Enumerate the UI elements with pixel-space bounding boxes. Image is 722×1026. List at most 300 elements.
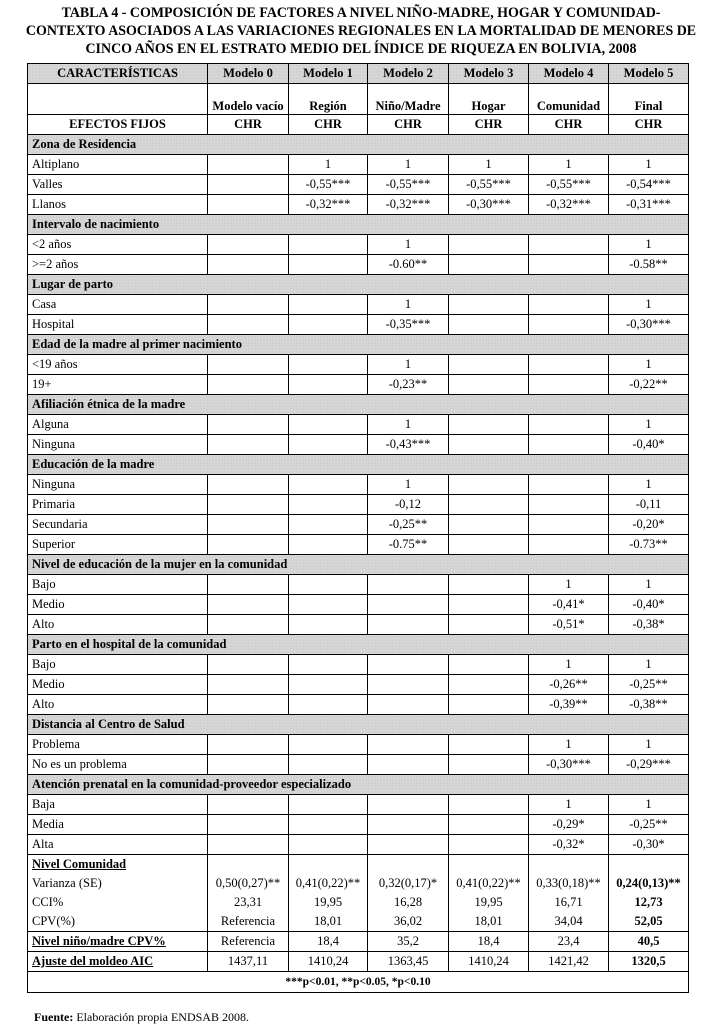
section-header xyxy=(28,455,689,475)
value-cell: 1 xyxy=(289,155,368,175)
value-cell: -0,29*** xyxy=(609,755,689,775)
value-cell: 19,95 xyxy=(449,893,529,912)
row-label: CPV(%) xyxy=(28,912,208,932)
community-title: Nivel Comunidad xyxy=(28,855,208,875)
value-cell: 12,73 xyxy=(609,893,689,912)
community-row xyxy=(28,893,689,912)
value-cell xyxy=(208,735,289,755)
value-cell: -0,22** xyxy=(609,375,689,395)
value-cell xyxy=(368,575,449,595)
header-row xyxy=(28,64,689,84)
value-cell xyxy=(368,835,449,855)
value-cell: -0,30*** xyxy=(529,755,609,775)
value-cell xyxy=(529,495,609,515)
row-label: Medio xyxy=(28,675,208,695)
value-cell xyxy=(208,515,289,535)
subtitle-row xyxy=(28,84,689,115)
value-cell: 1 xyxy=(609,155,689,175)
value-cell xyxy=(208,755,289,775)
header-subtitle: Modelo vacío xyxy=(208,84,289,115)
value-cell: 18,01 xyxy=(289,912,368,932)
source-label: Fuente: xyxy=(34,1010,74,1024)
table-row xyxy=(28,655,689,675)
row-label: Alto xyxy=(28,695,208,715)
table-row xyxy=(28,515,689,535)
value-cell xyxy=(208,415,289,435)
value-cell xyxy=(368,615,449,635)
value-cell xyxy=(208,575,289,595)
value-cell xyxy=(289,595,368,615)
value-cell: -0,39** xyxy=(529,695,609,715)
value-cell: 1 xyxy=(609,655,689,675)
value-cell xyxy=(208,295,289,315)
value-cell xyxy=(208,815,289,835)
row-label: Media xyxy=(28,815,208,835)
header-model: Modelo 2 xyxy=(368,64,449,84)
value-cell xyxy=(289,655,368,675)
row-label: Valles xyxy=(28,175,208,195)
results-table xyxy=(27,63,689,993)
row-label: Hospital xyxy=(28,315,208,335)
value-cell xyxy=(449,575,529,595)
section-header xyxy=(28,335,689,355)
row-label: Alta xyxy=(28,835,208,855)
section-header xyxy=(28,635,689,655)
value-cell: 0,41(0,22)** xyxy=(449,874,529,893)
value-cell xyxy=(208,315,289,335)
value-cell: 34,04 xyxy=(529,912,609,932)
value-cell: 52,05 xyxy=(609,912,689,932)
row-label: Ninguna xyxy=(28,475,208,495)
value-cell xyxy=(368,755,449,775)
value-cell xyxy=(208,195,289,215)
section-header xyxy=(28,215,689,235)
value-cell xyxy=(449,435,529,455)
value-cell: 19,95 xyxy=(289,893,368,912)
value-cell: 1 xyxy=(609,735,689,755)
value-cell xyxy=(449,695,529,715)
value-cell xyxy=(368,595,449,615)
value-cell xyxy=(208,475,289,495)
header-subtitle: Comunidad xyxy=(529,84,609,115)
row-label: Llanos xyxy=(28,195,208,215)
section-header xyxy=(28,135,689,155)
value-cell xyxy=(449,815,529,835)
row-label: >=2 años xyxy=(28,255,208,275)
table-row xyxy=(28,375,689,395)
value-cell xyxy=(529,315,609,335)
value-cell xyxy=(289,815,368,835)
source-text: Elaboración propia ENDSAB 2008. xyxy=(73,1010,249,1024)
table-row xyxy=(28,475,689,495)
value-cell: 0,41(0,22)** xyxy=(289,874,368,893)
value-cell xyxy=(449,735,529,755)
value-cell xyxy=(529,515,609,535)
row-label: Altiplano xyxy=(28,155,208,175)
value-cell: -0,25** xyxy=(609,675,689,695)
row-label: <2 años xyxy=(28,235,208,255)
value-cell xyxy=(289,795,368,815)
header-chr: CHR xyxy=(289,115,368,135)
value-cell: 1 xyxy=(368,355,449,375)
value-cell xyxy=(529,415,609,435)
table-row xyxy=(28,835,689,855)
value-cell: 0,50(0,27)** xyxy=(208,874,289,893)
table-row xyxy=(28,595,689,615)
table-row xyxy=(28,535,689,555)
value-cell xyxy=(208,655,289,675)
row-label: <19 años xyxy=(28,355,208,375)
value-cell: -0.75** xyxy=(368,535,449,555)
value-cell: 1 xyxy=(609,415,689,435)
value-cell: -0,30* xyxy=(609,835,689,855)
value-cell: -0,25** xyxy=(368,515,449,535)
value-cell: -0,55*** xyxy=(449,175,529,195)
value-cell xyxy=(208,835,289,855)
section-header xyxy=(28,395,689,415)
value-cell: 1 xyxy=(368,155,449,175)
value-cell xyxy=(368,695,449,715)
value-cell: -0,20* xyxy=(609,515,689,535)
value-cell: -0.73** xyxy=(609,535,689,555)
value-cell xyxy=(449,355,529,375)
value-cell: -0,40* xyxy=(609,595,689,615)
value-cell xyxy=(449,835,529,855)
value-cell: -0,55*** xyxy=(368,175,449,195)
value-cell xyxy=(368,795,449,815)
value-cell: 1 xyxy=(449,155,529,175)
row-label: 19+ xyxy=(28,375,208,395)
value-cell xyxy=(208,795,289,815)
value-cell: -0,11 xyxy=(609,495,689,515)
value-cell: 35,2 xyxy=(368,932,449,952)
section-header xyxy=(28,555,689,575)
value-cell: 18,01 xyxy=(449,912,529,932)
value-cell xyxy=(289,535,368,555)
value-cell: 23,4 xyxy=(529,932,609,952)
value-cell xyxy=(449,375,529,395)
table-row xyxy=(28,295,689,315)
section-title: Parto en el hospital de la comunidad xyxy=(28,635,689,655)
row-label: CCI% xyxy=(28,893,208,912)
value-cell: 1437,11 xyxy=(208,952,289,972)
section-title: Zona de Residencia xyxy=(28,135,689,155)
value-cell xyxy=(529,295,609,315)
table-row xyxy=(28,675,689,695)
value-cell xyxy=(208,595,289,615)
value-cell: 16,71 xyxy=(529,893,609,912)
empty-cell xyxy=(368,855,449,875)
value-cell xyxy=(289,315,368,335)
value-cell: -0,32*** xyxy=(289,195,368,215)
table-row xyxy=(28,315,689,335)
value-cell xyxy=(289,835,368,855)
value-cell: -0,43*** xyxy=(368,435,449,455)
value-cell: 1 xyxy=(609,475,689,495)
value-cell: -0,40* xyxy=(609,435,689,455)
empty-cell xyxy=(529,855,609,875)
header-model: Modelo 4 xyxy=(529,64,609,84)
section-title: Distancia al Centro de Salud xyxy=(28,715,689,735)
value-cell xyxy=(208,615,289,635)
header-model: Modelo 0 xyxy=(208,64,289,84)
row-label: Alguna xyxy=(28,415,208,435)
value-cell: -0,38* xyxy=(609,615,689,635)
section-header xyxy=(28,715,689,735)
value-cell xyxy=(208,695,289,715)
value-cell xyxy=(289,615,368,635)
value-cell: 1 xyxy=(529,155,609,175)
header-chr: CHR xyxy=(609,115,689,135)
table-row xyxy=(28,815,689,835)
row-label: Ajuste del moldeo AIC xyxy=(28,952,208,972)
value-cell xyxy=(529,355,609,375)
header-model: Modelo 3 xyxy=(449,64,529,84)
table-row xyxy=(28,755,689,775)
value-cell xyxy=(289,435,368,455)
value-cell: 18,4 xyxy=(289,932,368,952)
section-title: Edad de la madre al primer nacimiento xyxy=(28,335,689,355)
value-cell: 1 xyxy=(368,235,449,255)
value-cell: -0,32*** xyxy=(368,195,449,215)
empty-cell xyxy=(289,855,368,875)
value-cell xyxy=(449,295,529,315)
value-cell: -0,29* xyxy=(529,815,609,835)
row-label: Problema xyxy=(28,735,208,755)
table-title: TABLA 4 - COMPOSICIÓN DE FACTORES A NIVEL NIÑO-MADRE, HOGAR Y COMUNIDAD-CONTEXTO ASOCIADOS A LAS VARIACIONES REGIONALES EN LA MORTALIDAD DE MENORES DE CINCO AÑOS EN EL ESTRATO MEDIO DEL ÍNDICE DE RIQUEZA EN BOLIVIA, 2008 xyxy=(25,5,697,57)
value-cell: -0.58** xyxy=(609,255,689,275)
header-subtitle: Niño/Madre xyxy=(368,84,449,115)
value-cell xyxy=(449,235,529,255)
empty-cell xyxy=(449,855,529,875)
value-cell: 1 xyxy=(609,235,689,255)
value-cell xyxy=(449,655,529,675)
value-cell xyxy=(289,695,368,715)
value-cell: 1 xyxy=(609,795,689,815)
value-cell: 1 xyxy=(609,355,689,375)
source-note xyxy=(34,1010,249,1025)
value-cell xyxy=(208,535,289,555)
value-cell xyxy=(208,675,289,695)
row-label: Ninguna xyxy=(28,435,208,455)
header-model: Modelo 5 xyxy=(609,64,689,84)
value-cell xyxy=(368,675,449,695)
value-cell: -0,51* xyxy=(529,615,609,635)
value-cell xyxy=(208,435,289,455)
header-subtitle: Hogar xyxy=(449,84,529,115)
row-label: Casa xyxy=(28,295,208,315)
value-cell xyxy=(449,535,529,555)
value-cell: 1 xyxy=(609,575,689,595)
table-row xyxy=(28,615,689,635)
value-cell xyxy=(449,475,529,495)
table-row xyxy=(28,235,689,255)
value-cell xyxy=(208,375,289,395)
value-cell: 16,28 xyxy=(368,893,449,912)
row-label: Primaria xyxy=(28,495,208,515)
table-row xyxy=(28,255,689,275)
value-cell: 23,31 xyxy=(208,893,289,912)
value-cell xyxy=(208,355,289,375)
value-cell: -0,55*** xyxy=(529,175,609,195)
community-row xyxy=(28,912,689,932)
value-cell xyxy=(529,375,609,395)
section-title: Nivel de educación de la mujer en la comunidad xyxy=(28,555,689,575)
value-cell: 1 xyxy=(609,295,689,315)
header-chr: CHR xyxy=(529,115,609,135)
value-cell xyxy=(529,475,609,495)
value-cell xyxy=(449,315,529,335)
table-row xyxy=(28,735,689,755)
value-cell: 1363,45 xyxy=(368,952,449,972)
value-cell: 1 xyxy=(529,575,609,595)
table-row xyxy=(28,495,689,515)
header-characteristics: CARACTERÍSTICAS xyxy=(28,64,208,84)
value-cell xyxy=(289,515,368,535)
summary-row xyxy=(28,932,689,952)
value-cell xyxy=(529,235,609,255)
value-cell: -0,26** xyxy=(529,675,609,695)
value-cell: -0,32* xyxy=(529,835,609,855)
value-cell: 1421,42 xyxy=(529,952,609,972)
value-cell: Referencia xyxy=(208,912,289,932)
header-subtitle: Final xyxy=(609,84,689,115)
value-cell xyxy=(208,235,289,255)
value-cell: 1 xyxy=(529,735,609,755)
table-row xyxy=(28,795,689,815)
value-cell: -0,23** xyxy=(368,375,449,395)
value-cell: -0,30*** xyxy=(449,195,529,215)
section-title: Lugar de parto xyxy=(28,275,689,295)
value-cell xyxy=(529,255,609,275)
value-cell: 0,33(0,18)** xyxy=(529,874,609,893)
section-title: Afiliación étnica de la madre xyxy=(28,395,689,415)
header-chr: CHR xyxy=(368,115,449,135)
value-cell: 1320,5 xyxy=(609,952,689,972)
value-cell: Referencia xyxy=(208,932,289,952)
value-cell xyxy=(529,535,609,555)
value-cell xyxy=(208,255,289,275)
table-row xyxy=(28,575,689,595)
value-cell: 1410,24 xyxy=(449,952,529,972)
value-cell: 18,4 xyxy=(449,932,529,952)
value-cell: -0,55*** xyxy=(289,175,368,195)
header-chr: CHR xyxy=(449,115,529,135)
value-cell: 36,02 xyxy=(368,912,449,932)
value-cell xyxy=(208,155,289,175)
header-blank xyxy=(28,84,208,115)
value-cell: -0,41* xyxy=(529,595,609,615)
value-cell: -0,30*** xyxy=(609,315,689,335)
value-cell: -0,32*** xyxy=(529,195,609,215)
value-cell: -0,35*** xyxy=(368,315,449,335)
value-cell: 0,24(0,13)** xyxy=(609,874,689,893)
value-cell xyxy=(368,655,449,675)
value-cell xyxy=(449,515,529,535)
value-cell xyxy=(529,435,609,455)
value-cell: 1 xyxy=(529,795,609,815)
value-cell: -0,38** xyxy=(609,695,689,715)
value-cell xyxy=(289,255,368,275)
value-cell xyxy=(449,615,529,635)
value-cell xyxy=(289,575,368,595)
header-fixed-effects: EFECTOS FIJOS xyxy=(28,115,208,135)
header-model: Modelo 1 xyxy=(289,64,368,84)
value-cell xyxy=(289,295,368,315)
table-row xyxy=(28,415,689,435)
header-subtitle: Región xyxy=(289,84,368,115)
value-cell: -0,12 xyxy=(368,495,449,515)
row-label: Medio xyxy=(28,595,208,615)
header-chr: CHR xyxy=(208,115,289,135)
footnote-row xyxy=(28,972,689,993)
value-cell xyxy=(449,255,529,275)
value-cell xyxy=(449,795,529,815)
value-cell: -0,25** xyxy=(609,815,689,835)
community-header-row xyxy=(28,855,689,875)
table-row xyxy=(28,155,689,175)
row-label: Baja xyxy=(28,795,208,815)
value-cell xyxy=(289,355,368,375)
value-cell: 1 xyxy=(529,655,609,675)
value-cell xyxy=(449,675,529,695)
value-cell xyxy=(289,755,368,775)
value-cell: -0,54*** xyxy=(609,175,689,195)
summary-row xyxy=(28,952,689,972)
value-cell xyxy=(449,755,529,775)
section-title: Educación de la madre xyxy=(28,455,689,475)
row-label: Nivel niño/madre CPV% xyxy=(28,932,208,952)
section-title: Intervalo de nacimiento xyxy=(28,215,689,235)
value-cell: 1 xyxy=(368,415,449,435)
row-label: No es un problema xyxy=(28,755,208,775)
value-cell xyxy=(208,495,289,515)
value-cell xyxy=(208,175,289,195)
table-row xyxy=(28,355,689,375)
value-cell xyxy=(449,415,529,435)
chr-row xyxy=(28,115,689,135)
row-label: Bajo xyxy=(28,575,208,595)
value-cell xyxy=(289,415,368,435)
value-cell xyxy=(289,495,368,515)
value-cell xyxy=(289,375,368,395)
table-row xyxy=(28,695,689,715)
value-cell: -0,31*** xyxy=(609,195,689,215)
table-row xyxy=(28,175,689,195)
value-cell xyxy=(449,495,529,515)
row-label: Bajo xyxy=(28,655,208,675)
value-cell xyxy=(289,235,368,255)
empty-cell xyxy=(208,855,289,875)
value-cell xyxy=(289,675,368,695)
value-cell: 1 xyxy=(368,475,449,495)
section-header xyxy=(28,775,689,795)
row-label: Varianza (SE) xyxy=(28,874,208,893)
empty-cell xyxy=(609,855,689,875)
community-row xyxy=(28,874,689,893)
table-row xyxy=(28,435,689,455)
section-title: Atención prenatal en la comunidad-proveedor especializado xyxy=(28,775,689,795)
value-cell: 1 xyxy=(368,295,449,315)
row-label: Secundaria xyxy=(28,515,208,535)
value-cell: 0,32(0,17)* xyxy=(368,874,449,893)
value-cell xyxy=(289,475,368,495)
value-cell xyxy=(368,735,449,755)
section-header xyxy=(28,275,689,295)
row-label: Superior xyxy=(28,535,208,555)
value-cell: -0.60** xyxy=(368,255,449,275)
value-cell: 1410,24 xyxy=(289,952,368,972)
